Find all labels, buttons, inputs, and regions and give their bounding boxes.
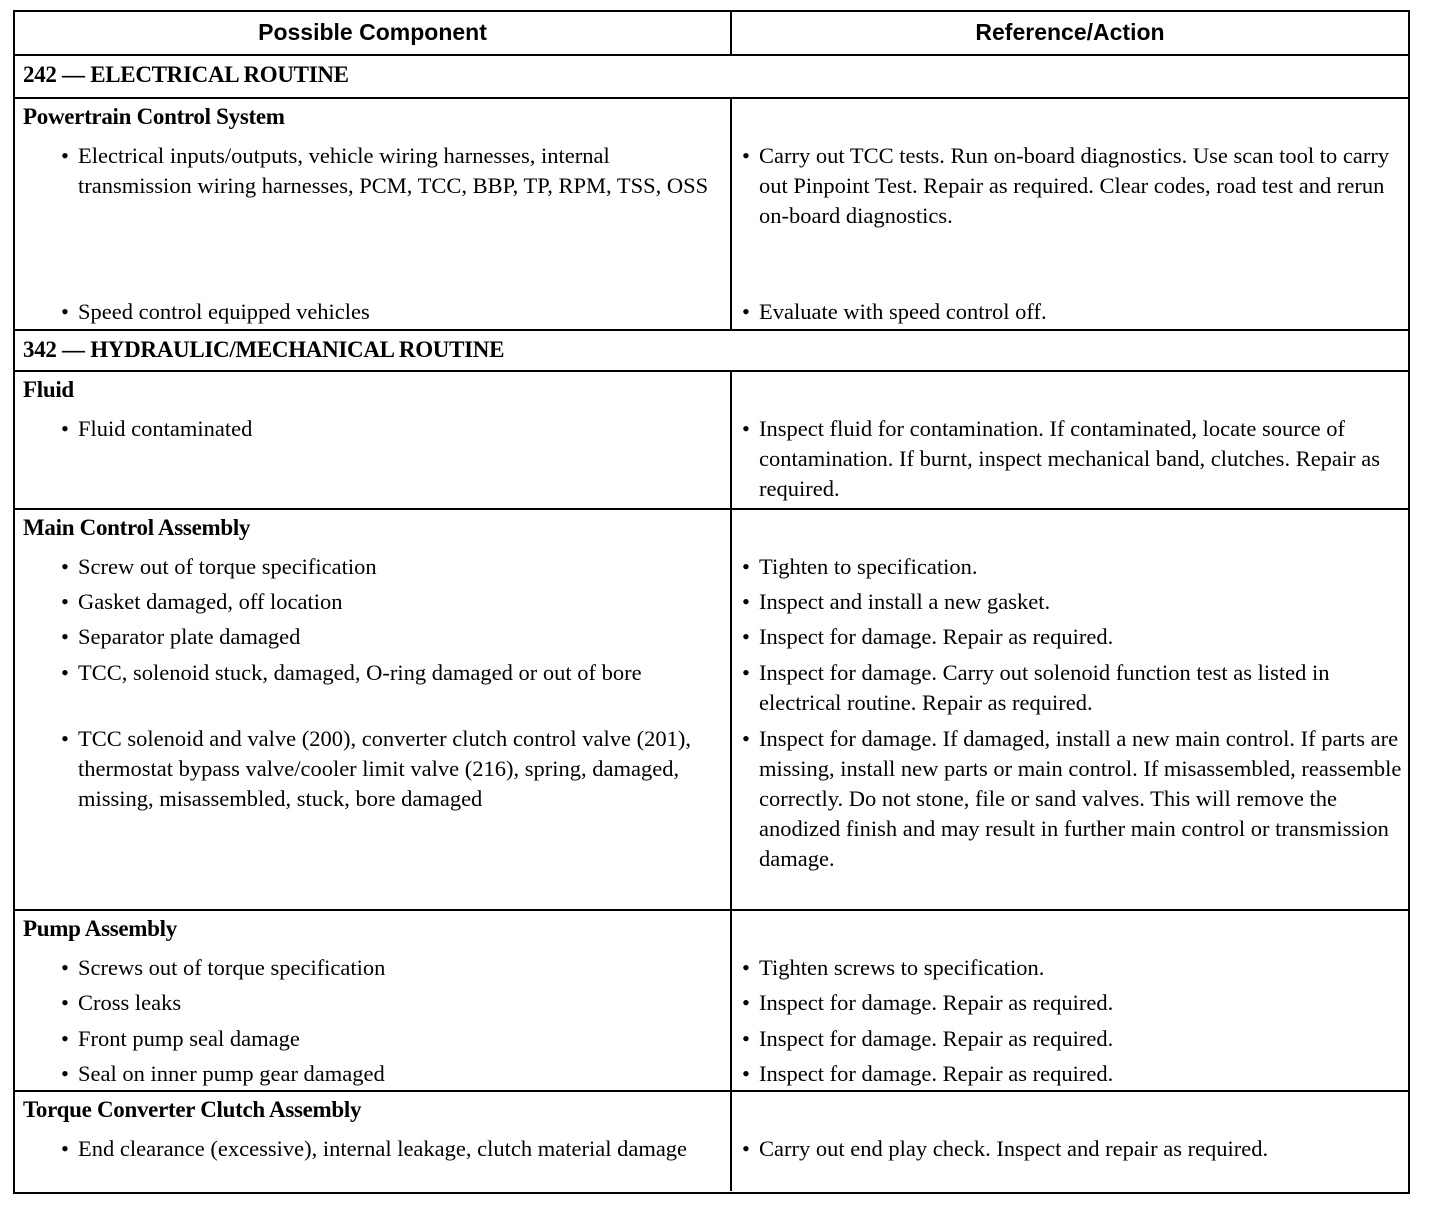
column-divider: [730, 372, 732, 508]
component-text: End clearance (excessive), internal leakage, clutch material damage: [78, 1136, 688, 1161]
action-text: Inspect for damage. Repair as required.: [759, 1061, 1114, 1086]
list-item-action: [742, 1134, 1402, 1164]
bullet: •: [742, 143, 750, 168]
group-row-powertrain: [15, 97, 1408, 329]
group-title-powertrain: Powertrain Control System: [23, 104, 285, 129]
section-row-hydraulic: [15, 329, 1408, 370]
bullet: •: [742, 660, 750, 685]
list-item-action: [742, 1059, 1402, 1089]
action-text: Inspect fluid for contamination. If contaminated, locate source of contamination. If burnt, inspect mechanical band, clutches. Repair as required.: [759, 416, 1381, 501]
list-item-component: [61, 1134, 721, 1164]
list-item-action: [742, 414, 1402, 504]
component-text: Cross leaks: [78, 990, 182, 1015]
action-text: Tighten to specification.: [759, 554, 978, 579]
list-item-component: [61, 141, 721, 201]
group-title-fluid: Fluid: [23, 377, 74, 402]
list-item-component: [61, 988, 721, 1018]
action-text: Evaluate with speed control off.: [759, 299, 1047, 324]
action-text: Inspect for damage. Repair as required.: [759, 624, 1114, 649]
component-text: Screw out of torque specification: [78, 554, 377, 579]
bullet: •: [61, 955, 69, 980]
bullet: •: [61, 589, 69, 614]
list-item-component: [61, 622, 721, 652]
bullet: •: [61, 1061, 69, 1086]
bullet: •: [61, 299, 69, 324]
list-item-component: [61, 587, 721, 617]
component-text: TCC, solenoid stuck, damaged, O-ring damaged or out of bore: [78, 660, 642, 685]
list-item-action: [742, 658, 1402, 718]
bullet: •: [742, 589, 750, 614]
bullet: •: [61, 990, 69, 1015]
action-text: Tighten screws to specification.: [759, 955, 1045, 980]
table-header-row: [15, 12, 1408, 54]
action-text: Inspect and install a new gasket.: [759, 589, 1051, 614]
component-text: Electrical inputs/outputs, vehicle wiring harnesses, internal transmission wiring harnesses, PCM, TCC, BBP, TP, RPM, TSS, OSS: [78, 143, 709, 198]
bullet: •: [742, 1061, 750, 1086]
component-text: Gasket damaged, off location: [78, 589, 343, 614]
bullet: •: [742, 955, 750, 980]
list-item-component: [61, 414, 721, 444]
list-item-component: [61, 724, 721, 814]
bullet: •: [742, 299, 750, 324]
action-text: Inspect for damage. Repair as required.: [759, 1026, 1114, 1051]
list-item-component: [61, 953, 721, 983]
group-row-tcc: [15, 1090, 1408, 1191]
diagnostic-table: [13, 10, 1410, 1194]
bullet: •: [742, 1136, 750, 1161]
group-title-tcc: Torque Converter Clutch Assembly: [23, 1097, 362, 1122]
component-text: Screws out of torque specification: [78, 955, 386, 980]
list-item-action: [742, 622, 1402, 652]
column-divider: [730, 1092, 732, 1191]
list-item-component: [61, 297, 721, 327]
list-item-action: [742, 953, 1402, 983]
list-item-component: [61, 658, 721, 688]
list-item-component: [61, 552, 721, 582]
bullet: •: [742, 624, 750, 649]
component-text: TCC solenoid and valve (200), converter clutch control valve (201), thermostat bypass valve/cooler limit valve (216), spring, damaged, missing, misassembled, stuck, bore damaged: [78, 726, 691, 811]
component-text: Separator plate damaged: [78, 624, 301, 649]
column-header-possible-component: Possible Component: [258, 19, 487, 45]
bullet: •: [61, 726, 69, 751]
section-title-electrical: 242 — ELECTRICAL ROUTINE: [23, 62, 349, 87]
action-text: Inspect for damage. If damaged, install a new main control. If parts are missing, install new parts or main control. If misassembled, reassemble correctly. Do not stone, file or sand valves. This will remove the anodized finish and may result in further main control or transmission damage.: [759, 726, 1402, 871]
bullet: •: [61, 416, 69, 441]
list-item-action: [742, 1024, 1402, 1054]
bullet: •: [742, 554, 750, 579]
section-title-hydraulic: 342 — HYDRAULIC/MECHANICAL ROUTINE: [23, 337, 505, 362]
group-row-pump: [15, 909, 1408, 1090]
bullet: •: [61, 1026, 69, 1051]
action-text: Inspect for damage. Carry out solenoid function test as listed in electrical routine. Repair as required.: [759, 660, 1330, 715]
list-item-action: [742, 141, 1402, 231]
bullet: •: [61, 554, 69, 579]
list-item-action: [742, 552, 1402, 582]
group-title-pump: Pump Assembly: [23, 916, 177, 941]
bullet: •: [61, 1136, 69, 1161]
list-item-action: [742, 724, 1402, 874]
component-text: Front pump seal damage: [78, 1026, 300, 1051]
list-item-component: [61, 1024, 721, 1054]
component-text: Seal on inner pump gear damaged: [78, 1061, 385, 1086]
bullet: •: [742, 726, 750, 751]
list-item-action: [742, 988, 1402, 1018]
list-item-action: [742, 297, 1402, 327]
bullet: •: [61, 624, 69, 649]
group-row-main-control: [15, 508, 1408, 909]
section-row-electrical: [15, 54, 1408, 97]
group-title-main-control: Main Control Assembly: [23, 515, 251, 540]
component-text: Speed control equipped vehicles: [78, 299, 370, 324]
action-text: Inspect for damage. Repair as required.: [759, 990, 1114, 1015]
action-text: Carry out end play check. Inspect and repair as required.: [759, 1136, 1269, 1161]
list-item-component: [61, 1059, 721, 1089]
component-text: Fluid contaminated: [78, 416, 253, 441]
column-divider: [730, 911, 732, 1090]
bullet: •: [742, 1026, 750, 1051]
column-header-reference-action: Reference/Action: [975, 19, 1165, 45]
column-divider: [730, 99, 732, 329]
bullet: •: [61, 660, 69, 685]
bullet: •: [742, 416, 750, 441]
list-item-action: [742, 587, 1402, 617]
group-row-fluid: [15, 370, 1408, 508]
column-divider: [730, 510, 732, 909]
bullet: •: [742, 990, 750, 1015]
bullet: •: [61, 143, 69, 168]
action-text: Carry out TCC tests. Run on-board diagnostics. Use scan tool to carry out Pinpoint Test. Repair as required. Clear codes, road test and rerun on-board diagnostics.: [759, 143, 1390, 228]
